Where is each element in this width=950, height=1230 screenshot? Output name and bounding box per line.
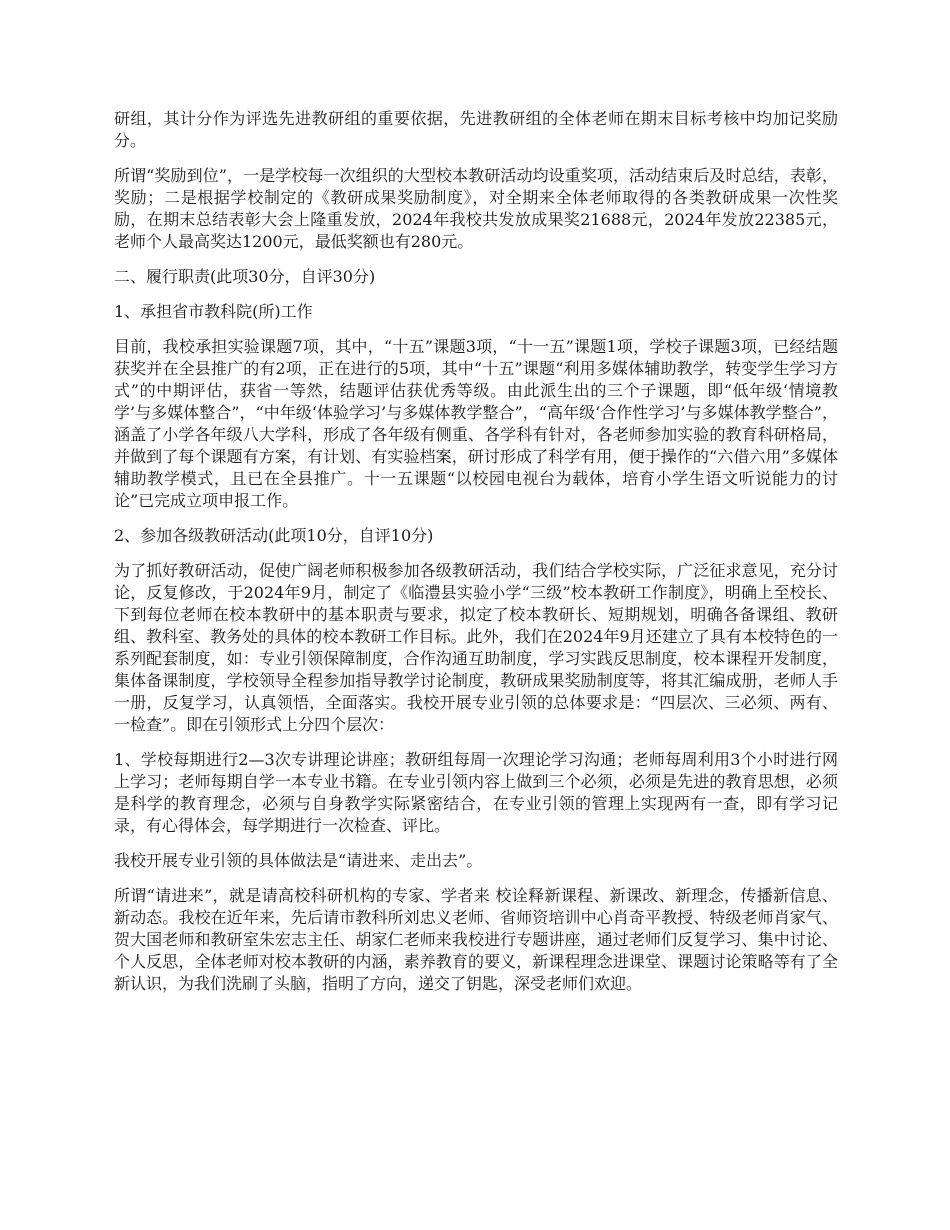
document-body [114, 108, 838, 1008]
paragraph-reward-points: 研组，其计分作为评选先进教研组的重要依据，先进教研组的全体老师在期末目标考核中均加记奖励分。 [114, 109, 838, 150]
subheading-research-activities: 2、参加各级教研活动(此项10分，自评10分) [114, 526, 434, 545]
subheading-provincial-work: 1、承担省市教科院(所)工作 [114, 302, 313, 321]
paragraph-invite-and-go-out: 我校开展专业引领的具体做法是“请进来、走出去”。 [114, 851, 483, 870]
section-heading-duties: 二、履行职责(此项30分，自评30分) [114, 267, 376, 286]
paragraph-invite-experts: 所谓“请进来”，就是请高校科研机构的专家、学者来 校诠释新课程、新课改、新理念，传播新信息、新动态。我校在近年来，先后请市教科所刘忠义老师、省师资培训中心肖奇平教授、特级老师肖家气、贺大国老师和教研室朱宏志主任、胡家仁老师来我校进行专题讲座，通过老师们反复学习、集中讨论、个人反思，全体老师对校本教研的内涵，素养教育的要义，新课程理念进课堂、课题讨论策略等有了全新认识，为我们洗刷了头脑，指明了方向，递交了钥匙，深受老师们欢迎。 [114, 886, 838, 993]
paragraph-experimental-projects: 目前，我校承担实验课题7项，其中，“十五”课题3项，“十一五”课题1项，学校子课题3项，已经结题获奖并在全县推广的有2项，正在进行的5项，其中“十五”课题“利用多媒体辅助教学，转变学生学习方式”的中期评估，获省一等然，结题评估获优秀等级。由此派生出的三个子课题，即“低年级‘情境教学’与多媒体整合”，“中年级‘体验学习’与多媒体教学整合”，“高年级‘合作性学习’与多媒体教学整合”，涵盖了小学各年级八大学科，形成了各年级有侧重、各学科有针对，各老师参加实验的教育科研格局，并做到了每个课题有方案，有计划、有实验档案，研讨形成了科学有用，便于操作的“六借六用”多媒体辅助教学模式，且已在全县推广。十一五课题“以校园电视台为载体，培育小学生语文听说能力的讨论”已完成立项申报工作。 [114, 337, 838, 510]
paragraph-reward-in-place: 所谓“奖励到位”，一是学校每一次组织的大型校本教研活动均设重奖项，活动结束后及时总结，表彰，奖励；二是根据学校制定的《教研成果奖励制度》，对全期来全体老师取得的各类教研成果一次性奖励，在期末总结表彰大会上隆重发放，2024年我校共发放成果奖21688元，2024年发放22385元，老师个人最高奖达1200元，最低奖额也有280元。 [114, 166, 838, 251]
paragraph-four-levels: 1、学校每期进行2—3次专讲理论讲座；教研组每周一次理论学习沟通；老师每周利用3个小时进行网上学习；老师每期自学一本专业书籍。在专业引领内容上做到三个必须，必须是先进的教育思想，必须是科学的教育理念，必须与自身教学实际紧密结合，在专业引领的管理上实现两有一查，即有学习记录，有心得体会，每学期进行一次检查、评比。 [114, 750, 838, 835]
paragraph-research-system: 为了抓好教研活动，促使广阔老师积极参加各级教研活动，我们结合学校实际，广泛征求意见，充分讨论，反复修改，于2024年9月，制定了《临澧县实验小学“三级”校本教研工作制度》，明确上至校长、下到每位老师在校本教研中的基本职责与要求，拟定了校本教研长、短期规划，明确各备课组、教研组、教科室、教务处的具体的校本教研工作目标。此外，我们在2024年9月还建立了具有本校特色的一系列配套制度，如：专业引领保障制度，合作沟通互助制度，学习实践反思制度，校本课程开发制度，集体备课制度，学校领导全程参加指导教学讨论制度，教研成果奖励制度等，将其汇编成册，老师人手一册，反复学习，认真领悟，全面落实。我校开展专业引领的总体要求是：“四层次、三必须、两有、一检查”。即在引领形式上分四个层次： [114, 561, 838, 734]
